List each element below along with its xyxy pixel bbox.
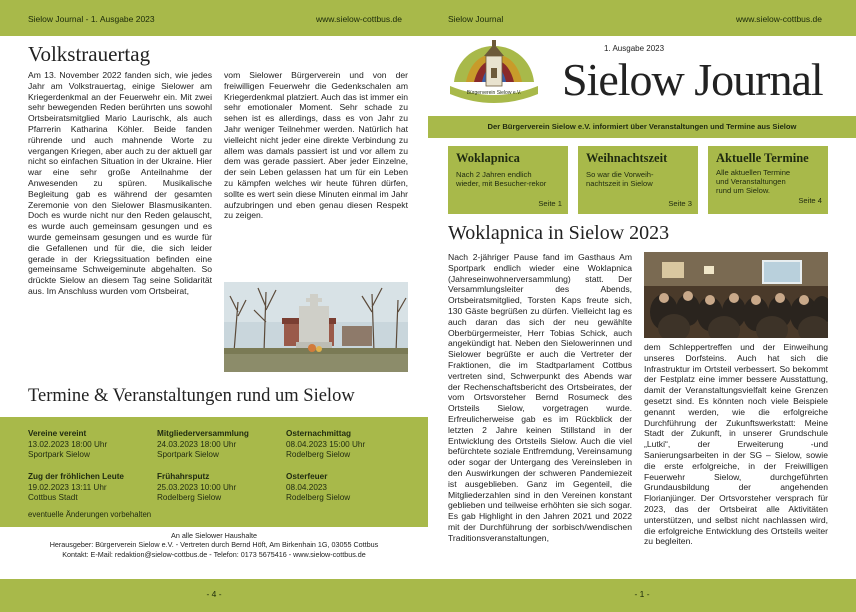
event-osternachmittag: [286, 429, 365, 461]
imprint-line-1: An alle Sielower Haushalte: [171, 531, 257, 540]
right-header-url: www.sielow-cottbus.de: [736, 14, 822, 24]
logo-text: Bürgerverein Sielow e.V.: [466, 90, 522, 96]
event-name: Vereine vereint: [28, 429, 87, 438]
teaser-title: Woklapnica: [456, 151, 520, 165]
event-osterfeuer: [286, 472, 350, 504]
left-header-bar: [0, 0, 428, 36]
volkstrauertag-title: Volkstrauertag: [28, 42, 151, 66]
termine-title: Termine & Veranstaltungen rund um Sielow: [28, 386, 355, 406]
event-place: Rodelberg Sielow: [286, 450, 351, 459]
masthead-title: Sielow Journal: [562, 54, 823, 105]
imprint-line-3: Kontakt: E-Mail: redaktion@sielow-cottbus.de - Telefon: 0173 5675416 - www.sielow-cottbus.de: [62, 549, 366, 559]
left-footer-bar: [0, 579, 428, 612]
event-date: 08.04.2023 15:00 Uhr: [286, 439, 366, 449]
volkstrauertag-column-2: vom Sielower Bürgerverein und von der freiwilligen Feuerwehr die Gedenkschalen am Kriegerdenkmal platziert. Auch das ist immer ein sehr emotionaler Moment. Sehr schade zu sehen ist es allerdings, dass es von Jahr zu Jahr weniger Teilnehmer werden. Natürlich hat vielleicht nicht jeder eine direkte Verbindung zu allem was damals passiert ist und vor allem zu dem was gerade passiert. Aber jeder Einzelne, der sein Leben gelassen hat um für ein Leben zu kämpfen welches wir heute führen dürfen, sollte es wert sein diese Minuten einmal im Jahr aufzubringen und eben genau diesen Respekt zu zeigen.: [224, 70, 408, 221]
event-fruehjahrsputz: [157, 472, 236, 504]
teaser-title: Aktuelle Termine: [716, 151, 809, 165]
teaser-woklapnica[interactable]: [448, 146, 568, 214]
teaser-title: Weihnachtszeit: [586, 151, 668, 165]
article-column-2: dem Schleppertreffen und der Einweihung unseres Dorfsteins. Auch hat sich die Infrastruktur im Ortsteil verbessert. So bekommt der Festplatz eine immer bessere Ausstattung, damit der Veranstaltungsvielfalt keine Grenzen gesetzt sind. Es könnten noch viele Beispiele genannt werden, wie die erfolgreiche Durchführung der Zukunftswerkstatt: Meine Stadt der Zukunft, in unserer Grundschule „Lutki“, der Erweiterung -und Sanierungsarbeiten in der SG – Sielow, sowie die erste erfolgreiche, in der Freiwilligen Feuerwehr Sielow, durchgeführten Grundausbildung der angehenden Florianjünger. Der Ortsvorsteher versprach für 2023, das der Ortsbeirat alle Aktivitäten unterstützen, und selbst nicht nachlassen wird, die erfolgreiche Entwicklung des Ortsteils weiter zu begleiten.: [644, 342, 828, 547]
right-footer-bar: [428, 579, 856, 612]
issue-label: 1. Ausgabe 2023: [604, 44, 665, 53]
event-date: 24.03.2023 18:00 Uhr: [157, 439, 237, 449]
event-date: 13.02.2023 18:00 Uhr: [28, 439, 108, 449]
event-date: 19.02.2023 13:11 Uhr: [28, 482, 107, 492]
teaser-page: Seite 4: [798, 196, 822, 205]
teaser-aktuelle-termine[interactable]: [708, 146, 828, 214]
event-place: Cottbus Stadt: [28, 493, 78, 502]
teaser-text: So war die Vorweih-nachtszeit in Sielow: [586, 170, 654, 189]
termine-note: eventuelle Änderungen vorbehalten: [28, 510, 152, 519]
article-title: Woklapnica in Sielow 2023: [448, 222, 670, 244]
teaser-text: Nach 2 Jahren endlich wieder, mit Besucher-rekor: [456, 170, 547, 189]
teaser-text: Alle aktuellen Termine und Veranstaltungen rund um Sielow.: [716, 168, 791, 196]
right-page-number: - 1 -: [634, 589, 650, 599]
tagline: Der Bürgerverein Sielow e.V. informiert über Veranstaltungen und Termine aus Sielow: [487, 122, 797, 131]
event-name: Osternachmittag: [286, 429, 352, 438]
teaser-page: Seite 3: [668, 199, 692, 208]
event-place: Sportpark Sielow: [28, 450, 90, 459]
buergerverein-logo: [446, 38, 542, 112]
meeting-photo: [644, 252, 828, 338]
article-column-1: Nach 2-jähriger Pause fand im Gasthaus Am Sportpark endlich wieder eine Woklapnica (Jahreseinwohnerversammlung) statt. Der Versammlungsleiter des Abends, Ortsbeiratsmitglied, Torsten Kaps freute sich, 130 Gäste begrüßen zu dürfen. Vielleicht lag es auch daran das sich der neu gewählte Oberbürgermeister, Herr Tobias Schick, auch angekündigt hat. Neben den Sielowerinnen und Sielower begrüßte er auch die Vertreter der Fraktionen, die im Stadtparlament Cottbus vertreten sind, Schwerpunkt des Abends war der Rechenschaftsbericht des Ortsbeirates, der vom Ortsvorsteher Bernd Rosumeck des Ortsteils Sielow, vorgetragen wurde. Erfreulicherweise gab es im Rückblick der letzten 2 Jahre keinen Stillstand in der Entwicklung des Ortsteils Sielow. Auch die viel befürchtete soziale Entfremdung, Vereinsamung oder sogar der Untergang des Vereinsleben in den Auswirkungen der schweren Pandemiezeit ist ausgeblieben. Ganz im Gegenteil, die Mitgliederzahlen sind in den Vereinen konstant geblieben und teilweise erhöhten sie sich sogar. Es gab Highlight in den Jahren 2021 und 2022 mit der Durchführung der sorbisch/wendischen Traditionsveranstaltungen,: [448, 252, 632, 543]
event-zug-der-froehlichen-leute: [28, 472, 124, 504]
imprint-line-2: Herausgeber: Bürgerverein Sielow e.V. - Vertreten durch Bernd Höft, Am Birkenhain 1G, 03055 Cottbus: [49, 540, 379, 550]
left-header-url: www.sielow-cottbus.de: [316, 14, 402, 24]
tagline-bar: [428, 116, 856, 138]
event-mitgliederversammlung: [157, 429, 249, 461]
event-date: 08.04.2023: [286, 482, 327, 492]
teaser-page: Seite 1: [538, 199, 562, 208]
event-date: 25.03.2023 10:00 Uhr: [157, 482, 237, 492]
war-memorial-photo: [224, 282, 408, 372]
event-name: Mitgliederversammlung: [157, 429, 249, 438]
event-place: Sportpark Sielow: [157, 450, 219, 459]
event-place: Rodelberg Sielow: [286, 493, 351, 502]
event-place: Rodelberg Sielow: [157, 493, 222, 502]
event-name: Osterfeuer: [286, 472, 328, 481]
event-vereine-vereint: [28, 429, 107, 461]
right-header-title: Sielow Journal: [448, 14, 504, 24]
left-header-title: Sielow Journal - 1. Ausgabe 2023: [28, 14, 155, 24]
termine-box: [0, 417, 428, 527]
imprint: [0, 531, 428, 559]
event-name: Zug der fröhlichen Leute: [28, 472, 124, 481]
teaser-weihnachtszeit[interactable]: [578, 146, 698, 214]
event-name: Frühahrsputz: [157, 472, 210, 481]
left-page-number: - 4 -: [206, 589, 222, 599]
volkstrauertag-column-1: Am 13. November 2022 fanden sich, wie jedes Jahr am Volkstrauertag, einige Sielower am Kriegerdenkmal an der Feuerwehr ein. Mit zwei sehr bewegenden Reden berührten uns sowohl Ortsbeiratsmitglied Mario Laurischk, als auch Pfarrerin Katharina Köhler. Beide fanden rührende und auch mahnende Worte zu vergangen Kriegen, aber auch zu der aktuell gar nicht so einfachen Situation in der Ukraine. Hier war eine sehr große Anteilnahme der Anwesenden zu spüren. Musikalische Begleitung gab es während der gesamten Zeremonie von den Sielower Blasmusikanten. Doch es wurde nicht nur den Reden gelauscht, es wurde auch gemeinsam gesungen und es wurde gemeinsam gesungen und es wurde für die Gefallenen und für die, die sich leider gerade in der Kriegssituation befinden eine gemeinsame Schweigeminute abgehalten. So drückte Sielow an diesem Tag seine Solidarität aus. Im Anschluss wurden vom Ortsbeirat,: [28, 70, 212, 296]
right-header-bar: [428, 0, 856, 36]
